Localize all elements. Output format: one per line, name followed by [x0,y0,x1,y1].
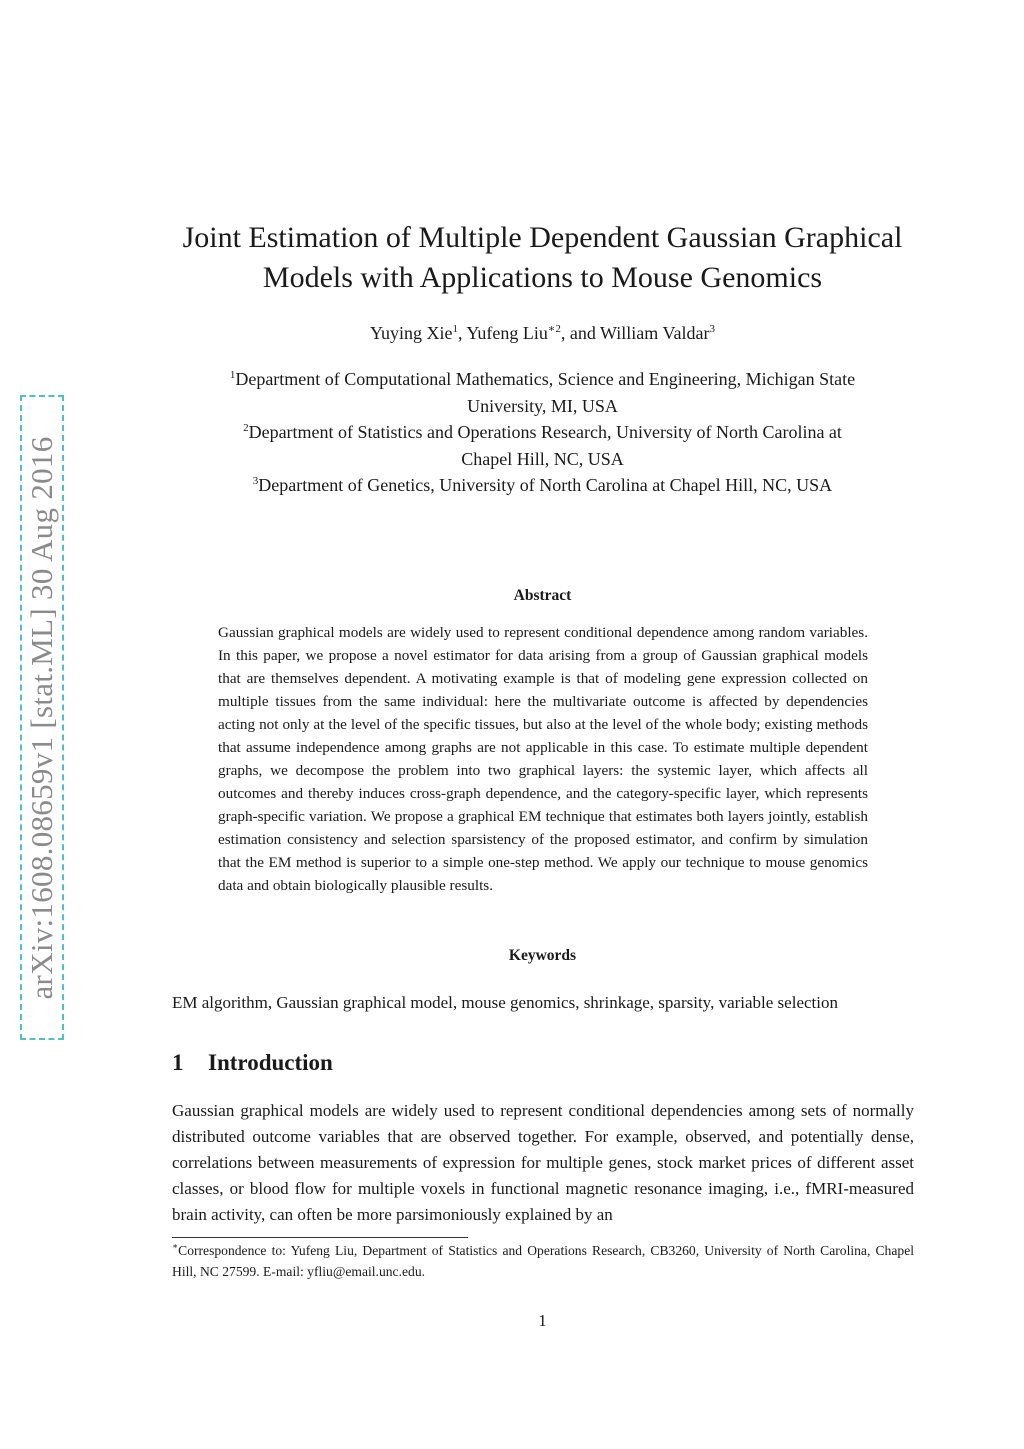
author-name: Yuying Xie [370,323,453,343]
abstract-text: Gaussian graphical models are widely used to represent conditional dependence among random variables. In this paper, we propose a novel estimator for data arising from a group of Gaussian graphical models that are themselves dependent. A motivating example is that of modeling gene expression collected on multiple tissues from the same individual: here the multivariate outcome is affected by dependencies acting not only at the level of the specific tissues, but also at the level of the whole body; existing methods that assume independence among graphs are not applicable in this case. To estimate multiple dependent graphs, we decompose the problem into two graphical layers: the systemic layer, which affects all outcomes and thereby induces cross-graph dependence, and the category-specific layer, which represents graph-specific variation. We propose a graphical EM technique that estimates both layers jointly, establish estimation consistency and selection sparsistency of the proposed estimator, and confirm by simulation that the EM method is superior to a simple one-step method. We apply our technique to mouse genomics data and obtain biologically plausible results. [218,624,868,894]
affiliation-line: University, MI, USA [467,395,618,416]
affiliation-item [150,419,935,446]
affiliation-line: Chapel Hill, NC, USA [461,448,624,469]
author-name: William Valdar [600,323,710,343]
author-mark: 3 [709,323,715,335]
affiliation-mark: 2 [243,422,249,434]
author-name: Yufeng Liu [466,323,548,343]
author-list [150,320,935,346]
page-number: 1 [538,1311,547,1330]
footnote [172,1240,914,1282]
footnote-mark: ∗ [172,1241,179,1251]
footnote-text: Correspondence to: Yufeng Liu, Department of Statistics and Operations Research, CB3260, University of North Carolina, Chapel Hill, NC 27599. E-mail: yfliu@email.unc.edu. [172,1243,914,1279]
arxiv-stamp-text: arXiv:1608.08659v1 [stat.ML] 30 Aug 2016 [24,435,59,1000]
section-title: Introduction [208,1050,333,1075]
section-number: 1 [172,1050,184,1075]
keywords-heading: Keywords [508,947,577,964]
affiliation-line: Department of Computational Mathematics, Science and Engineering, Michigan State [235,369,856,389]
affiliation-mark: 3 [252,475,259,487]
affiliation-list [150,366,935,499]
abstract-heading: Abstract [513,587,572,604]
section-heading [172,1048,333,1078]
author-mark: ∗2 [547,323,561,335]
author-separator: , and [560,323,601,343]
affiliation-line: Department of Genetics, University of North Carolina at Chapel Hill, NC, USA [258,475,833,495]
introduction-text: Gaussian graphical models are widely used to represent conditional dependencies among sets of normally distributed outcome variables that are observed together. For example, observed, and potentially dense, correlations between measurements of expression for multiple genes, stock market prices of different asset classes, or blood flow for multiple voxels in functional magnetic resonance imaging, i.e., fMRI-measured brain activity, can often be more parsimoniously explained by an [172,1101,914,1224]
affiliation-item [150,472,935,499]
paper-title-line-1: Joint Estimation of Multiple Dependent Gaussian Graphical [182,221,903,254]
author-separator: , [458,323,467,343]
author-mark: 1 [452,323,459,335]
affiliation-mark: 1 [229,369,236,381]
keywords-text: EM algorithm, Gaussian graphical model, mouse genomics, shrinkage, sparsity, variable selection [172,993,838,1012]
paper-title [150,218,935,298]
paper-title-line-2: Models with Applications to Mouse Genomics [262,261,823,294]
arxiv-stamp [20,395,64,1040]
affiliation-item [150,366,935,393]
affiliation-line: Department of Statistics and Operations Research, University of North Carolina at [248,422,842,442]
footnote-rule [172,1237,468,1238]
